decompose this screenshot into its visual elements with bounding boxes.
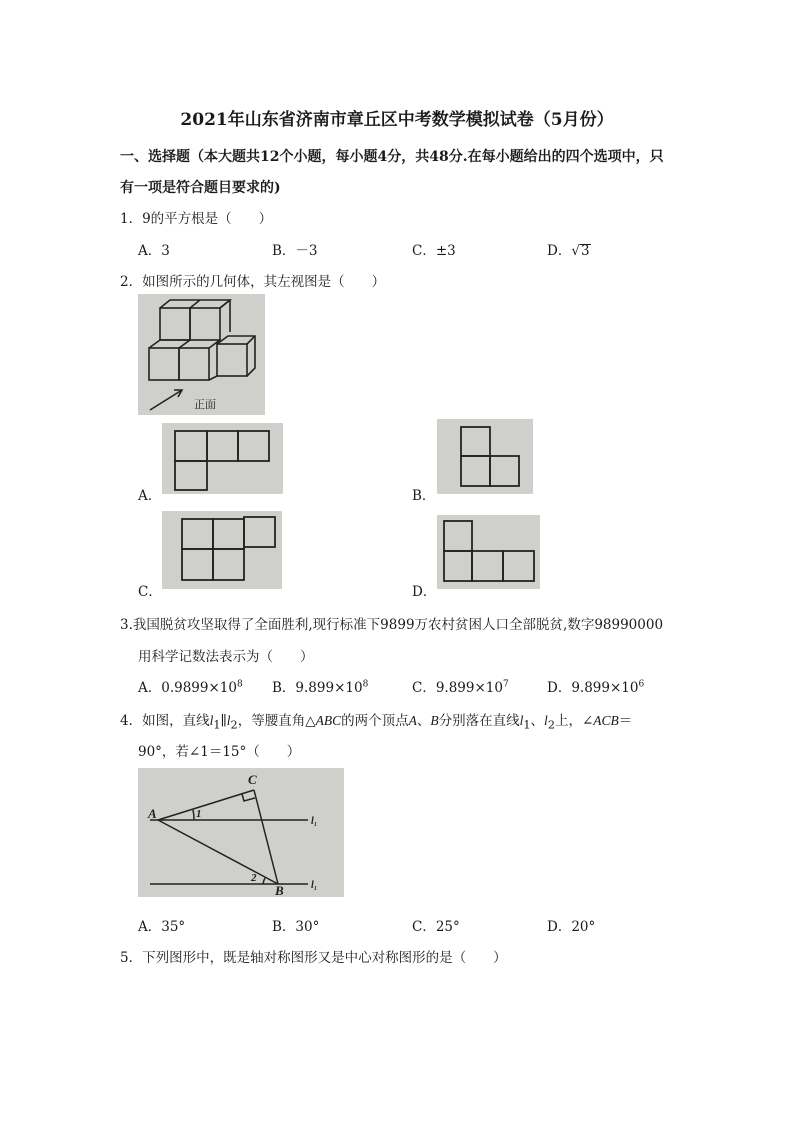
q1-option-c: C．±3 bbox=[412, 243, 456, 259]
q3-option-a-base: A．0.9899×10 bbox=[138, 680, 237, 696]
q1-option-d bbox=[547, 239, 591, 259]
cube-solid-drawing bbox=[138, 294, 265, 415]
q4-triangle-figure bbox=[138, 768, 344, 897]
q4-acb: ACB bbox=[593, 713, 619, 728]
q2-option-d-figure bbox=[437, 515, 540, 589]
q4-l1-b: l bbox=[519, 713, 524, 728]
q3-option-c-exponent: 7 bbox=[502, 679, 509, 690]
q4-option-a: A．35° bbox=[138, 919, 186, 935]
fig-label-a: A bbox=[148, 806, 157, 821]
q3-option-c bbox=[412, 676, 509, 696]
q3-option-b-base: B．9.899×10 bbox=[272, 680, 363, 696]
q4-vertex-a: A bbox=[408, 713, 417, 728]
q3-stem-line2: 用科学记数法表示为（ ） bbox=[138, 649, 314, 665]
q4-abc: ABC bbox=[315, 713, 342, 728]
q3-stem-line1: 3.我国脱贫攻坚取得了全面胜利,现行标准下9899万农村贫困人口全部脱贫,数字98990000 bbox=[120, 617, 664, 633]
left-view-c-drawing bbox=[162, 511, 282, 589]
left-view-a-drawing bbox=[162, 423, 283, 494]
q2-option-a: A． bbox=[138, 488, 162, 504]
q4-l1-sub: 1 bbox=[213, 718, 221, 732]
q4-parallel: ∥ bbox=[220, 713, 227, 729]
fig-label-l2: l₁ bbox=[311, 880, 318, 891]
q3-option-b-exponent: 8 bbox=[362, 679, 369, 690]
q4-stem-line2: 90°，若∠1＝15°（ ） bbox=[138, 744, 301, 760]
q5-stem: 5．下列图形中，既是轴对称图形又是中心对称图形的是（ ） bbox=[120, 950, 507, 966]
q2-option-b-figure bbox=[437, 419, 533, 494]
q2-option-d: D． bbox=[412, 584, 437, 600]
q1-option-a: A．3 bbox=[138, 243, 170, 259]
fig-label-c: C bbox=[248, 772, 257, 787]
section-heading-line1: 一、选择题（本大题共12个小题，每小题4分，共48分.在每小题给出的四个选项中，只 bbox=[120, 149, 664, 165]
front-view-label: 正面 bbox=[194, 398, 216, 411]
q4-stem-line1 bbox=[120, 709, 632, 732]
q3-option-d bbox=[547, 676, 644, 696]
q2-stem: 2．如图所示的几何体，其左视图是（ ） bbox=[120, 274, 386, 290]
q4-sep: 、 bbox=[416, 713, 431, 729]
q4-vertex-b: B bbox=[430, 713, 439, 728]
q4-l2-sub: 2 bbox=[230, 718, 238, 732]
fig-label-angle2: 2 bbox=[251, 872, 257, 884]
q4-text-e: 上，∠ bbox=[554, 713, 594, 729]
q3-option-d-exponent: 6 bbox=[638, 679, 645, 690]
left-view-b-drawing bbox=[437, 419, 533, 494]
fig-label-angle1: 1 bbox=[196, 808, 202, 820]
section-heading-line2: 有一项是符合题目要求的) bbox=[120, 180, 281, 196]
sqrt-sign: √ bbox=[571, 243, 580, 259]
q4-option-c: C．25° bbox=[412, 919, 460, 935]
q3-option-b bbox=[272, 676, 368, 696]
q4-l1: l bbox=[209, 713, 214, 728]
q4-text-a: 4．如图，直线 bbox=[120, 713, 210, 729]
q4-text-c: 的两个顶点 bbox=[341, 713, 409, 729]
q4-text-f: ＝ bbox=[618, 713, 633, 729]
q4-sep-2: 、 bbox=[530, 713, 545, 729]
q2-option-b: B． bbox=[412, 488, 436, 504]
q4-option-b: B．30° bbox=[272, 919, 320, 935]
q3-option-c-base: C．9.899×10 bbox=[412, 680, 503, 696]
q3-option-a-exponent: 8 bbox=[236, 679, 243, 690]
triangle-parallel-lines-drawing bbox=[138, 768, 344, 897]
q4-option-d: D．20° bbox=[547, 919, 596, 935]
q2-option-c: C． bbox=[138, 584, 162, 600]
page-title: 2021年山东省济南市章丘区中考数学模拟试卷（5月份） bbox=[180, 110, 614, 130]
q4-l2-b: l bbox=[544, 713, 548, 728]
fig-label-l1: l₁ bbox=[311, 816, 318, 827]
q3-option-d-base: D．9.899×10 bbox=[547, 680, 639, 696]
q2-option-c-figure bbox=[162, 511, 282, 589]
q2-solid-figure bbox=[138, 294, 265, 415]
q1-option-d-label: D． bbox=[547, 243, 572, 259]
q4-text-d: 分别落在直线 bbox=[438, 713, 520, 729]
q1-stem: 1．9的平方根是（ ） bbox=[120, 211, 273, 227]
q4-l2: l bbox=[226, 713, 231, 728]
fig-label-b: B bbox=[275, 883, 284, 897]
left-view-d-drawing bbox=[437, 515, 540, 589]
q3-option-a bbox=[138, 676, 243, 696]
q4-l2-b-sub: 2 bbox=[547, 718, 555, 732]
q2-option-a-figure bbox=[162, 423, 283, 494]
q4-text-b: ，等腰直角△ bbox=[237, 713, 316, 729]
q1-option-d-radicand: 3 bbox=[580, 243, 590, 259]
q1-option-b: B．－3 bbox=[272, 243, 318, 259]
q4-l1-b-sub: 1 bbox=[523, 718, 531, 732]
